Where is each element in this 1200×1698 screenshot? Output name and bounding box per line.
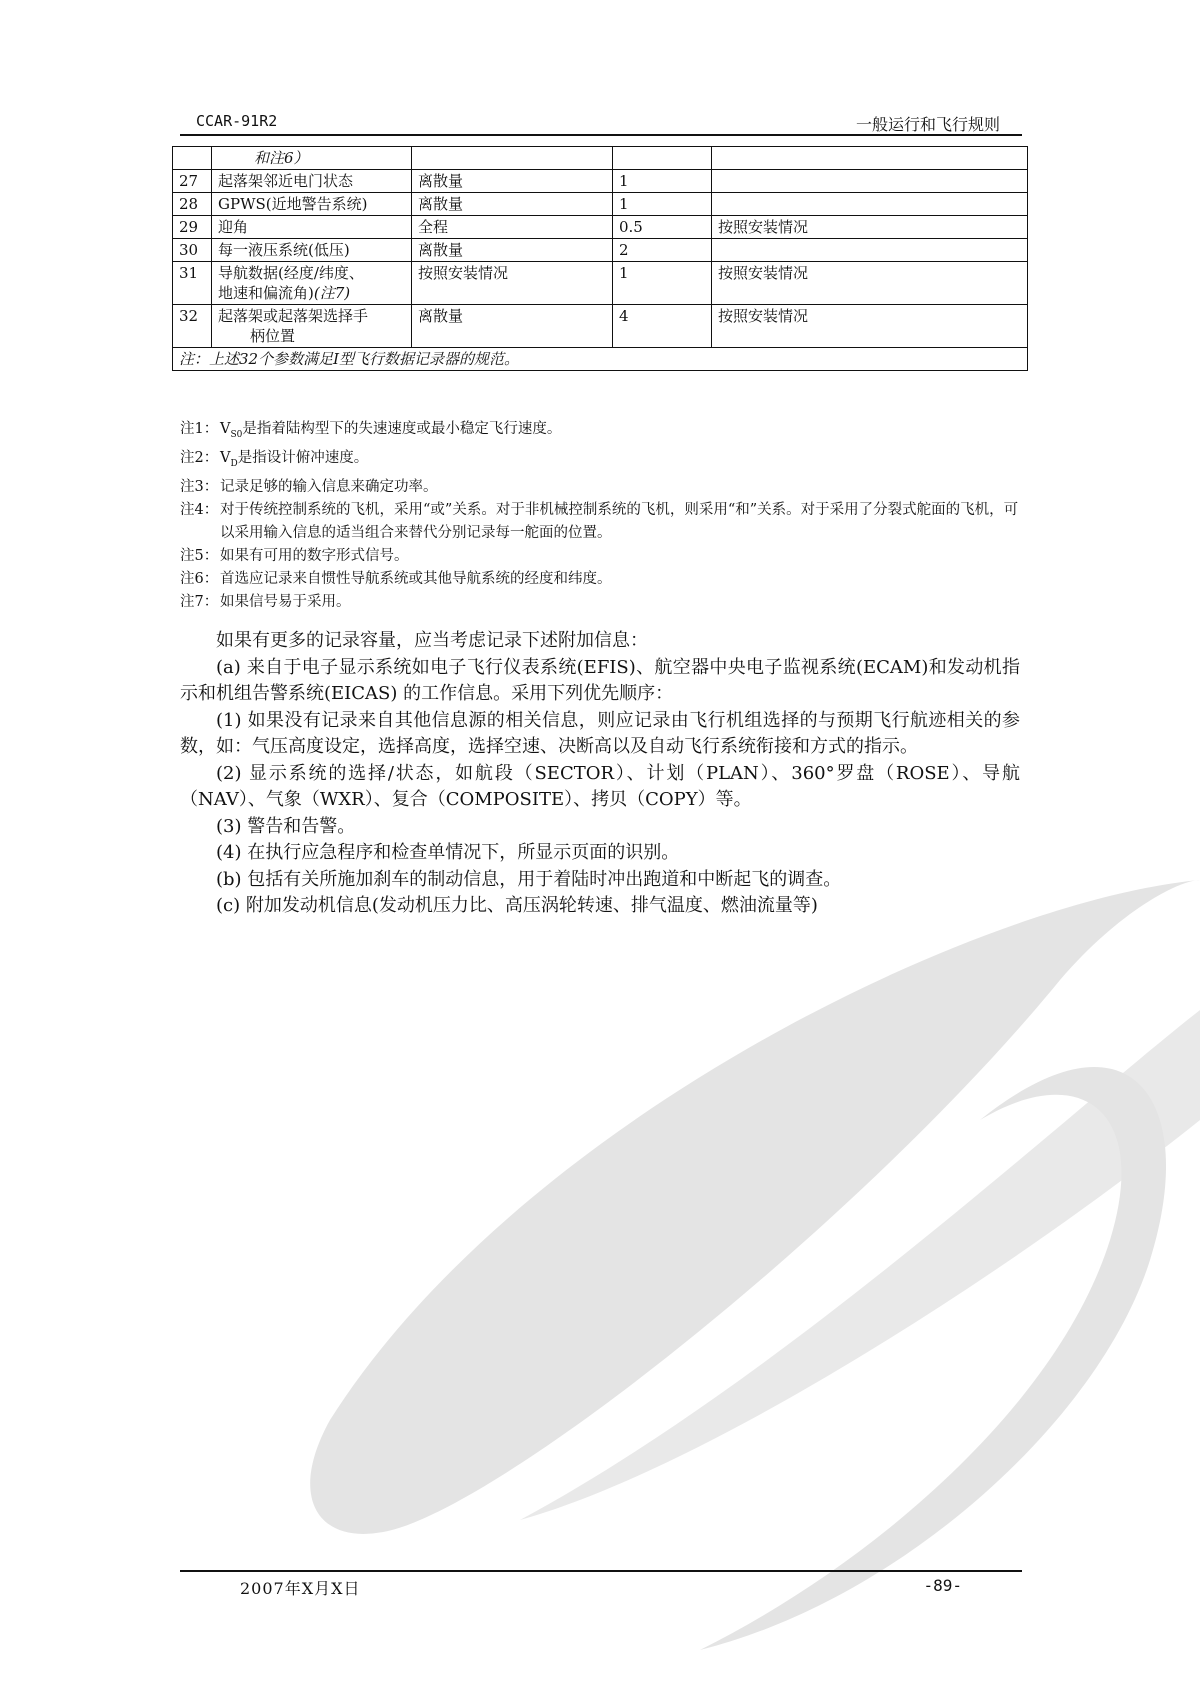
note-item [180, 447, 1020, 476]
header-doc-code: CCAR-91R2 [196, 112, 278, 130]
cell-resolution: 1 [613, 193, 712, 216]
table-row [173, 193, 1028, 216]
cell-no: 32 [173, 305, 212, 348]
note-tag: 注4： [180, 501, 219, 518]
table-row [173, 147, 1028, 170]
cell-param [212, 147, 412, 170]
note-tag: 注1： [180, 421, 219, 437]
table-footnote: 注：上述32个参数满足I型飞行数据记录器的规范。 [173, 348, 1028, 371]
table-row [173, 170, 1028, 193]
note-body: 是指设计俯冲速度。 [237, 449, 369, 466]
parameter-table [172, 146, 1028, 371]
cell-resolution: 1 [613, 170, 712, 193]
table-row [173, 305, 1028, 348]
footer-rule [180, 1570, 1022, 1572]
cell-no: 31 [173, 262, 212, 305]
body-paragraph: (2) 显示系统的选择/状态，如航段（SECTOR）、计划（PLAN）、360°罗盘（ROSE）、导航（NAV）、气象（WXR）、复合（COMPOSITE）、拷贝（COPY）等。 [180, 762, 1020, 810]
note-text: 如果信号易于采用。 [220, 593, 351, 610]
cell-range: 离散量 [412, 193, 613, 216]
cell-param: 起落架邻近电门状态 [212, 170, 412, 193]
body-paragraph: (b) 包括有关所施加刹车的制动信息，用于着陆时冲出跑道和中断起飞的调查。 [216, 868, 842, 890]
cell-param: 每一液压系统(低压) [212, 239, 412, 262]
cell-range: 离散量 [412, 305, 613, 348]
body-paragraph: (3) 警告和告警。 [216, 815, 356, 837]
cell-param: 迎角 [212, 216, 412, 239]
cell-remark [712, 170, 1028, 193]
cell-resolution: 1 [613, 262, 712, 305]
body-paragraph: (a) 来自于电子显示系统如电子飞行仪表系统(EFIS)、航空器中央电子监视系统(ECAM)和发动机指示和机组告警系统(EICAS) 的工作信息。采用下列优先顺序： [180, 656, 1020, 704]
cell-range: 按照安装情况 [412, 262, 613, 305]
cell-no: 29 [173, 216, 212, 239]
cell-range: 离散量 [412, 239, 613, 262]
note-tag: 注3： [180, 478, 219, 495]
cell-remark [712, 239, 1028, 262]
note-text: 对于传统控制系统的飞机，采用“或”关系。对于非机械控制系统的飞机，则采用“和”关系。对于采用了分裂式舵面的飞机，可以采用输入信息的适当组合来替代分别记录每一舵面的位置。 [220, 501, 1019, 541]
table-row [173, 262, 1028, 305]
note-text [220, 447, 1020, 476]
table-footnote-row [173, 348, 1028, 371]
note-subscript: S0 [230, 429, 243, 440]
cell-resolution: 4 [613, 305, 712, 348]
body-paragraph: (1) 如果没有记录来自其他信息源的相关信息，则应记录由飞行机组选择的与预期飞行航迹相关的参数，如：气压高度设定，选择高度，选择空速、决断高以及自动飞行系统衔接和方式的指示。 [180, 709, 1020, 757]
body-paragraph: (4) 在执行应急程序和检查单情况下，所显示页面的识别。 [216, 842, 680, 863]
cell-no: 30 [173, 239, 212, 262]
header-title: 一般运行和飞行规则 [855, 115, 1000, 134]
cell-param-line2: 地速和偏流角) [218, 284, 314, 302]
cell-remark [712, 147, 1028, 170]
cell-param-line1: 起落架或起落架选择手 [218, 307, 369, 325]
cell-param [212, 305, 412, 348]
table-row [173, 239, 1028, 262]
note-text: 首选应记录来自惯性导航系统或其他导航系统的经度和纬度。 [220, 570, 612, 587]
body-paragraph: (c) 附加发动机信息(发动机压力比、高压涡轮转速、排气温度、燃油流量等) [216, 895, 818, 916]
cell-no: 27 [173, 170, 212, 193]
note-tag: 注7： [180, 593, 219, 610]
note-item [180, 476, 1020, 499]
note-symbol: V [220, 449, 231, 466]
note-text: 记录足够的输入信息来确定功率。 [220, 478, 438, 495]
note-tag: 注5： [180, 547, 219, 564]
note-item [180, 545, 1020, 568]
note-item [180, 591, 1020, 614]
note-body: 是指着陆构型下的失速速度或最小稳定飞行速度。 [242, 421, 562, 437]
note-item [180, 499, 1020, 545]
table-row [173, 216, 1028, 239]
cell-remark: 按照安装情况 [712, 262, 1028, 305]
cell-resolution: 0.5 [613, 216, 712, 239]
cell-param-line2: 柄位置 [250, 327, 296, 345]
cell-range: 全程 [412, 216, 613, 239]
note-tag: 注6： [180, 570, 219, 587]
footer-date: 2007年X月X日 [240, 1579, 361, 1598]
note-text: 如果有可用的数字形式信号。 [220, 547, 409, 564]
cell-no: 28 [173, 193, 212, 216]
page-number: -89- [923, 1576, 962, 1595]
cell-resolution: 2 [613, 239, 712, 262]
note-item [180, 568, 1020, 591]
body-text [180, 628, 1020, 920]
cell-param-note-ref: (注7) [313, 284, 351, 302]
note-item [180, 418, 1020, 447]
cell-param-text: 和注6） [254, 149, 309, 167]
cell-range [412, 147, 613, 170]
notes-list [180, 418, 1020, 614]
cell-param: GPWS(近地警告系统) [212, 193, 412, 216]
cell-remark: 按照安装情况 [712, 216, 1028, 239]
body-paragraph: 如果有更多的记录容量，应当考虑记录下述附加信息： [216, 630, 648, 651]
cell-no [173, 147, 212, 170]
cell-remark: 按照安装情况 [712, 305, 1028, 348]
cell-resolution [613, 147, 712, 170]
note-text [220, 418, 1020, 447]
note-symbol: V [220, 421, 231, 437]
cell-range: 离散量 [412, 170, 613, 193]
note-subscript: D [230, 458, 238, 469]
cell-param [212, 262, 412, 305]
note-tag: 注2： [180, 449, 219, 466]
header-rule [180, 134, 1022, 136]
cell-param-line1: 导航数据(经度/纬度、 [218, 264, 364, 282]
cell-remark [712, 193, 1028, 216]
